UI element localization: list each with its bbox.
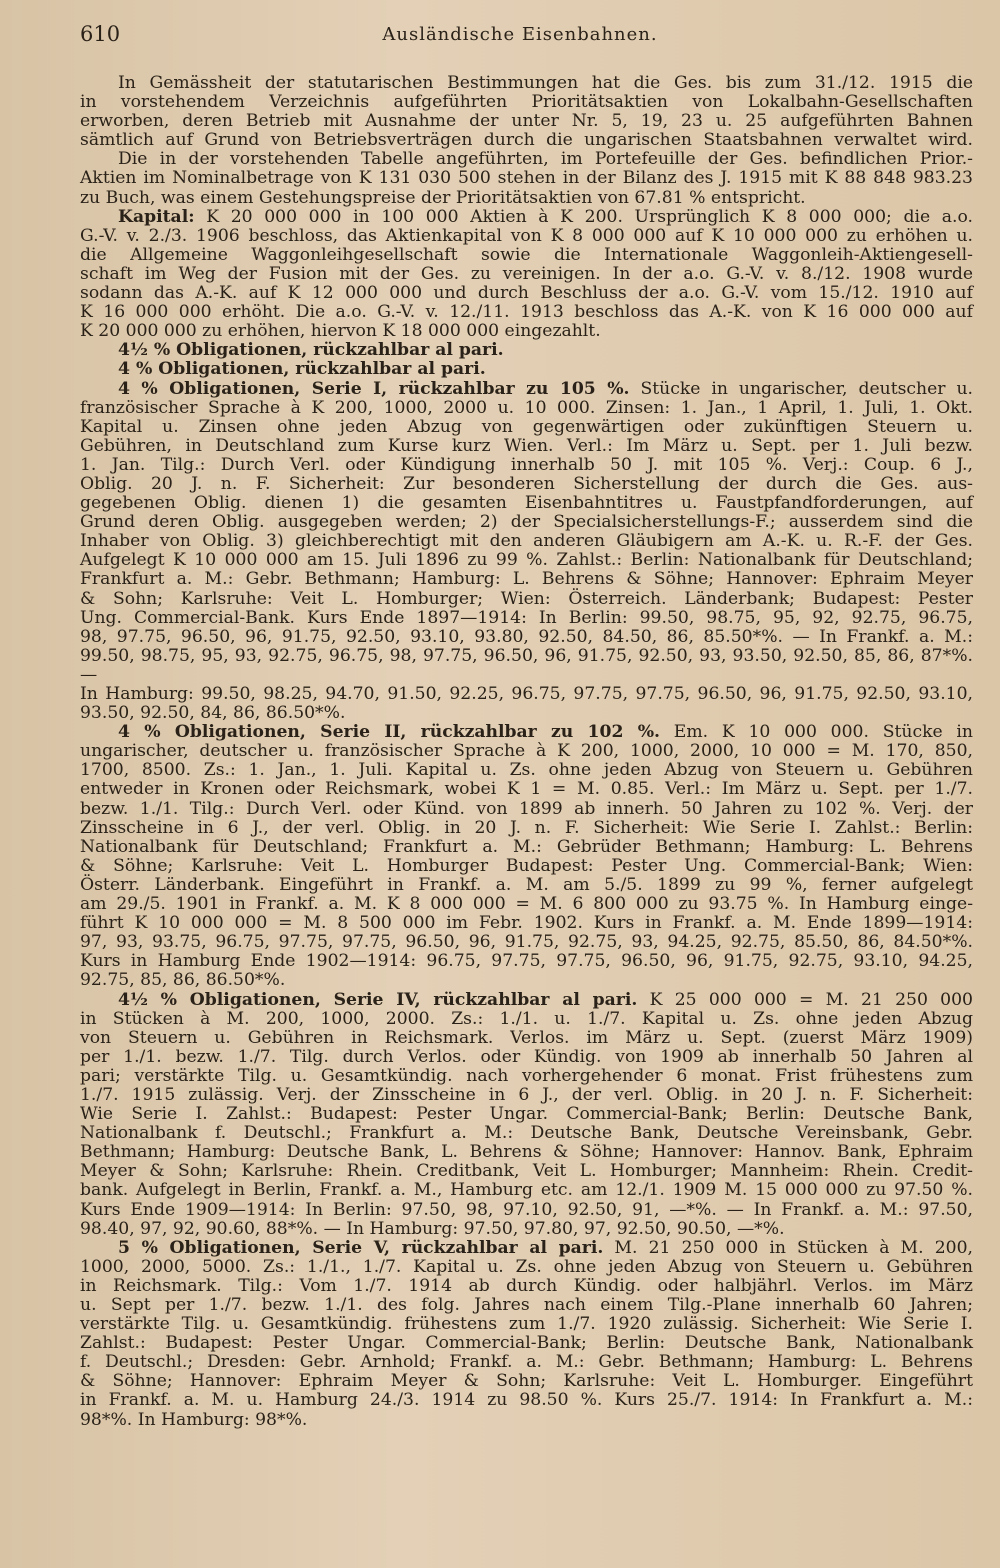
text-line [80,437,973,456]
line-text: Inhaber von Oblig. 3) gleichberechtigt mit den anderen Gläubigern am A.-K. u. R.-F. der Ges. [80,531,973,552]
line-text: Wie Serie I. Zahlst.: Budapest: Pester Ungar. Commercial-Bank; Berlin: Deutsche Bank, [80,1104,973,1125]
line-text: 98*%. In Hamburg: 98*%. [80,1409,308,1430]
line-text: f. Deutschl.; Dresden: Gebr. Arnhold; Frankf. a. M.: Gebr. Bethmann; Hamburg: L. Behrens [80,1352,973,1373]
text-line [80,609,973,628]
text-line [80,1201,973,1220]
page-header [80,22,960,50]
text-line [80,399,973,418]
text-line [80,590,973,609]
line-text: schaft im Weg der Fusion mit der Ges. zu vereinigen. In der a.o. G.-V. v. 8./12. 1908 wurde [80,263,973,284]
text-line [80,570,973,589]
text-line [80,284,973,303]
line-text: In Hamburg: 99.50, 98.25, 94.70, 91.50, 92.25, 96.75, 97.75, 97.75, 96.50, 96, 91.75, 92.50, 93.10, [80,684,973,704]
text-line [80,857,973,876]
text-line [80,1391,973,1410]
line-text: in Frankf. a. M. u. Hamburg 24./3. 1914 zu 98.50 %. Kurs 25./7. 1914: In Frankfurt a. M.: [80,1390,973,1411]
text-line [80,246,973,265]
line-text: ungarischer, deutscher u. französischer Sprache à K 200, 1000, 2000, 10 000 = M. 170, 850, [80,741,973,762]
line-text: 4 % Obligationen, Serie II, rückzahlbar zu 102 %. Em. K 10 000 000. Stücke in [118,722,973,743]
text-line [80,1220,973,1239]
line-text: 1700, 8500. Zs.: 1. Jan., 1. Juli. Kapital u. Zs. ohne jeden Abzug von Steuern u. Gebühren [80,760,973,781]
text-line [80,227,973,246]
line-text: gegebenen Oblig. dienen 1) die gesamten Eisenbahntitres u. Faustpfandforderungen, auf [80,493,973,514]
line-text: Zinsscheine in 6 J., der verl. Oblig. in 20 J. n. F. Sicherheit: Wie Serie I. Zahlst.: Berlin: [80,817,973,838]
line-text: die Allgemeine Waggonleihgesellschaft sowie die Internationale Waggonleih-Aktiengesell- [80,244,973,265]
line-text: Nationalbank für Deutschland; Frankfurt a. M.: Gebrüder Bethmann; Hamburg: L. Behrens [80,836,973,857]
line-text: am 29./5. 1901 in Frankf. a. M. K 8 000 000 = M. 6 800 000 zu 93.75 %. In Hamburg einge- [80,894,973,915]
text-line [80,303,973,322]
text-line [80,1086,973,1105]
line-text: 98, 97.75, 96.50, 96, 91.75, 92.50, 93.10, 93.80, 92.50, 84.50, 86, 85.50*%. — In Frankf. a. M.: [80,626,973,647]
text-line [80,1143,973,1162]
text-line [80,322,973,341]
text-line [80,208,973,227]
text-line [80,1334,973,1353]
line-text: französischer Sprache à K 200, 1000, 2000 u. 10 000. Zinsen: 1. Jan., 1 April, 1. Juli, 1. Okt. [80,397,973,418]
line-text: G.-V. v. 2./3. 1906 beschloss, das Aktienkapital von K 8 000 000 auf K 10 000 000 zu erhöhen u. [80,225,973,246]
text-line [80,800,973,819]
text-line [80,1105,973,1124]
line-text: in Reichsmark. Tilg.: Vom 1./7. 1914 ab durch Kündig. oder halbjährl. Verlos. im März [80,1275,973,1296]
text-line [80,380,973,399]
line-text: pari; verstärkte Tilg. u. Gesamtkündig. nach vorhergehender 6 monat. Frist frühestens zum [80,1065,973,1086]
text-line [80,1239,973,1258]
line-text: K 20 000 000 zu erhöhen, hiervon K 18 000 000 eingezahlt. [80,321,601,342]
line-text: Aktien im Nominalbetrage von K 131 030 500 stehen in der Bilanz des J. 1915 mit K 88 848 983.23 [80,168,973,189]
text-line [80,723,973,742]
text-line [80,971,973,990]
text-line [80,341,973,360]
line-text: 1./7. 1915 zulässig. Verj. der Zinsscheine in 6 J., der verl. Oblig. in 20 J. n. F. Sicherheit: [80,1084,973,1105]
running-title: Ausländische Eisenbahnen. [382,24,658,45]
text-line [80,360,973,379]
line-text: Kurs Ende 1909—1914: In Berlin: 97.50, 98, 97.10, 92.50, 91, —*%. — In Frankf. a. M.: 97.50, [80,1199,973,1220]
line-text: in Stücken à M. 200, 1000, 2000. Zs.: 1./1. u. 1./7. Kapital u. Zs. ohne jeden Abzug [80,1008,973,1029]
line-text: Grund deren Oblig. ausgegeben werden; 2) der Specialsicherstellungs-F.; ausserdem sind die [80,512,973,533]
line-text: Kapital: K 20 000 000 in 100 000 Aktien à K 200. Ursprünglich K 8 000 000; die a.o. [118,206,973,227]
line-text: 4 % Obligationen, Serie I, rückzahlbar zu 105 %. Stücke in ungarischer, deutscher u. [118,378,973,399]
line-text: sodann das A.-K. auf K 12 000 000 und durch Beschluss der a.o. G.-V. vom 15./12. 1910 auf [80,283,973,304]
line-text: sämtlich auf Grund von Betriebsverträgen durch die ungarischen Staatsbahnen verwaltet wird. [80,130,973,151]
line-text: 97, 93, 93.75, 96.75, 97.75, 97.75, 96.50, 96, 91.75, 92.75, 93, 94.25, 92.75, 85.50, 86, 84.50*%. [80,932,973,953]
text-line [80,780,973,799]
text-line [80,169,973,188]
line-text: Bethmann; Hamburg: Deutsche Bank, L. Behrens & Söhne; Hannover: Hannov. Bank, Ephraim [80,1142,973,1163]
text-line [80,819,973,838]
text-line [80,1162,973,1181]
line-text: Die in der vorstehenden Tabelle angeführten, im Portefeuille der Ges. befindlichen Prior.- [118,149,973,170]
text-line [80,131,973,150]
line-text: zu Buch, was einem Gestehungspreise der Prioritätsaktien von 67.81 % entspricht. [80,187,806,208]
line-text: Ung. Commercial-Bank. Kurs Ende 1897—1914: In Berlin: 99.50, 98.75, 95, 92, 92.75, 96.75, [80,607,973,628]
line-text: Meyer & Sohn; Karlsruhe: Rhein. Creditbank, Veit L. Homburger; Mannheim: Rhein. Credit- [80,1161,973,1182]
text-line [80,1181,973,1200]
line-text: Zahlst.: Budapest: Pester Ungar. Commercial-Bank; Berlin: Deutsche Bank, Nationalbank [80,1333,973,1354]
text-line [80,1277,973,1296]
text-line [80,494,973,513]
line-text: erworben, deren Betrieb mit Ausnahme der unter Nr. 5, 19, 23 u. 25 aufgeführten Bahnen [80,111,973,132]
text-line [80,189,973,208]
text-line [80,1296,973,1315]
line-text: 4½ % Obligationen, rückzahlbar al pari. [118,340,504,361]
text-line [80,475,973,494]
line-text: Nationalbank f. Deutschl.; Frankfurt a. M.: Deutsche Bank, Deutsche Vereinsbank, Gebr. [80,1123,973,1144]
text-line [80,1029,973,1048]
line-text: 5 % Obligationen, Serie V, rückzahlbar al pari. M. 21 250 000 in Stücken à M. 200, [118,1237,973,1258]
line-text: & Söhne; Hannover: Ephraim Meyer & Sohn; Karlsruhe: Veit L. Homburger. Eingeführt [80,1371,973,1392]
text-line [80,112,973,131]
line-text: Österr. Länderbank. Eingeführt in Frankf. a. M. am 5./5. 1899 zu 99 %, ferner aufgelegt [80,874,973,895]
text-line [80,1067,973,1086]
line-text: Frankfurt a. M.: Gebr. Bethmann; Hamburg: L. Behrens & Söhne; Hannover: Ephraim Meyer [80,569,973,590]
line-text: 99.50, 98.75, 95, 93, 92.75, 96.75, 98, 97.75, 96.50, 96, 91.75, 92.50, 93, 93.50, 92.50, 85, 86, 87*%. — [80,645,973,685]
line-text: 92.75, 85, 86, 86.50*%. [80,970,286,991]
text-line [80,838,973,857]
text-line [80,1048,973,1067]
line-text: Kapital u. Zinsen ohne jeden Abzug von gegenwärtigen oder zukünftigen Steuern u. [80,416,973,437]
line-text: K 16 000 000 erhöht. Die a.o. G.-V. v. 12./11. 1913 beschloss das A.-K. von K 16 000 000 auf [80,302,973,323]
text-line [80,150,973,169]
line-text: bezw. 1./1. Tilg.: Durch Verl. oder Künd. von 1899 ab innerh. 50 Jahren zu 102 %. Verj. der [80,798,973,819]
line-text: von Steuern u. Gebühren in Reichsmark. Verlos. im März u. Sept. (zuerst März 1909) [80,1027,973,1048]
line-text: verstärkte Tilg. u. Gesamtkündig. frühestens zum 1./7. 1920 zulässig. Sicherheit: Wie Serie I. [80,1314,973,1335]
text-line [80,991,973,1010]
line-text: in vorstehendem Verzeichnis aufgeführten Prioritätsaktien von Lokalbahn-Gesellschaften [80,92,973,113]
text-line [80,628,973,647]
line-text: 98.40, 97, 92, 90.60, 88*%. — In Hamburg: 97.50, 97.80, 97, 92.50, 90.50, —*%. [80,1218,785,1239]
text-line [80,933,973,952]
line-text: Kurs in Hamburg Ende 1902—1914: 96.75, 97.75, 97.75, 96.50, 96, 91.75, 92.75, 93.10, 94.25, [80,951,973,972]
text-line [80,914,973,933]
text-line [80,418,973,437]
text-line [80,952,973,971]
line-text: per 1./1. bezw. 1./7. Tilg. durch Verlos. oder Kündig. von 1909 ab innerhalb 50 Jahren al [80,1046,973,1067]
text-line [80,74,973,93]
text-line [80,647,973,685]
text-line [80,704,973,723]
line-text: 4½ % Obligationen, Serie IV, rückzahlbar al pari. K 25 000 000 = M. 21 250 000 [118,989,973,1010]
page-number: 610 [80,22,121,46]
text-line [80,1411,973,1430]
line-text: 1000, 2000, 5000. Zs.: 1./1., 1./7. Kapital u. Zs. ohne jeden Abzug von Steuern u. Gebühren [80,1256,973,1277]
text-line [80,1372,973,1391]
text-line [80,742,973,761]
line-text: 4 % Obligationen, rückzahlbar al pari. [118,359,486,380]
line-text: entweder in Kronen oder Reichsmark, wobei K 1 = M. 0.85. Verl.: Im März u. Sept. per 1./7. [80,779,973,800]
text-line [80,93,973,112]
text-line [80,895,973,914]
line-text: & Söhne; Karlsruhe: Veit L. Homburger Budapest: Pester Ung. Commercial-Bank; Wien: [80,855,973,876]
line-text: 1. Jan. Tilg.: Durch Verl. oder Kündigung innerhalb 50 J. mit 105 %. Verj.: Coup. 6 J., [80,454,973,475]
line-text: Oblig. 20 J. n. F. Sicherheit: Zur besonderen Sicherstellung der durch die Ges. aus- [80,473,973,494]
document-body [80,74,973,1430]
text-line [80,1258,973,1277]
text-line [80,1353,973,1372]
line-text: 93.50, 92.50, 84, 86, 86.50*%. [80,703,346,724]
text-line [80,1124,973,1143]
text-line [80,1010,973,1029]
line-text: führt K 10 000 000 = M. 8 500 000 im Febr. 1902. Kurs in Frankf. a. M. Ende 1899—1914: [80,913,973,934]
text-line [80,685,973,704]
line-text: In Gemässheit der statutarischen Bestimmungen hat die Ges. bis zum 31./12. 1915 die [118,73,973,93]
text-line [80,265,973,284]
text-line [80,761,973,780]
line-text: bank. Aufgelegt in Berlin, Frankf. a. M., Hamburg etc. am 12./1. 1909 M. 15 000 000 zu 97.50 %. [80,1180,973,1201]
text-line [80,876,973,895]
text-line [80,456,973,475]
line-text: Aufgelegt K 10 000 000 am 15. Juli 1896 zu 99 %. Zahlst.: Berlin: Nationalbank für Deutschland; [80,550,973,571]
text-line [80,513,973,532]
text-line [80,1315,973,1334]
text-line [80,532,973,551]
line-text: u. Sept per 1./7. bezw. 1./1. des folg. Jahres nach einem Tilg.-Plane innerhalb 60 Jahren; [80,1295,973,1315]
text-line [80,551,973,570]
line-text: & Sohn; Karlsruhe: Veit L. Homburger; Wien: Österreich. Länderbank; Budapest: Pester [80,588,973,609]
line-text: Gebühren, in Deutschland zum Kurse kurz Wien. Verl.: Im März u. Sept. per 1. Juli bezw. [80,435,973,456]
